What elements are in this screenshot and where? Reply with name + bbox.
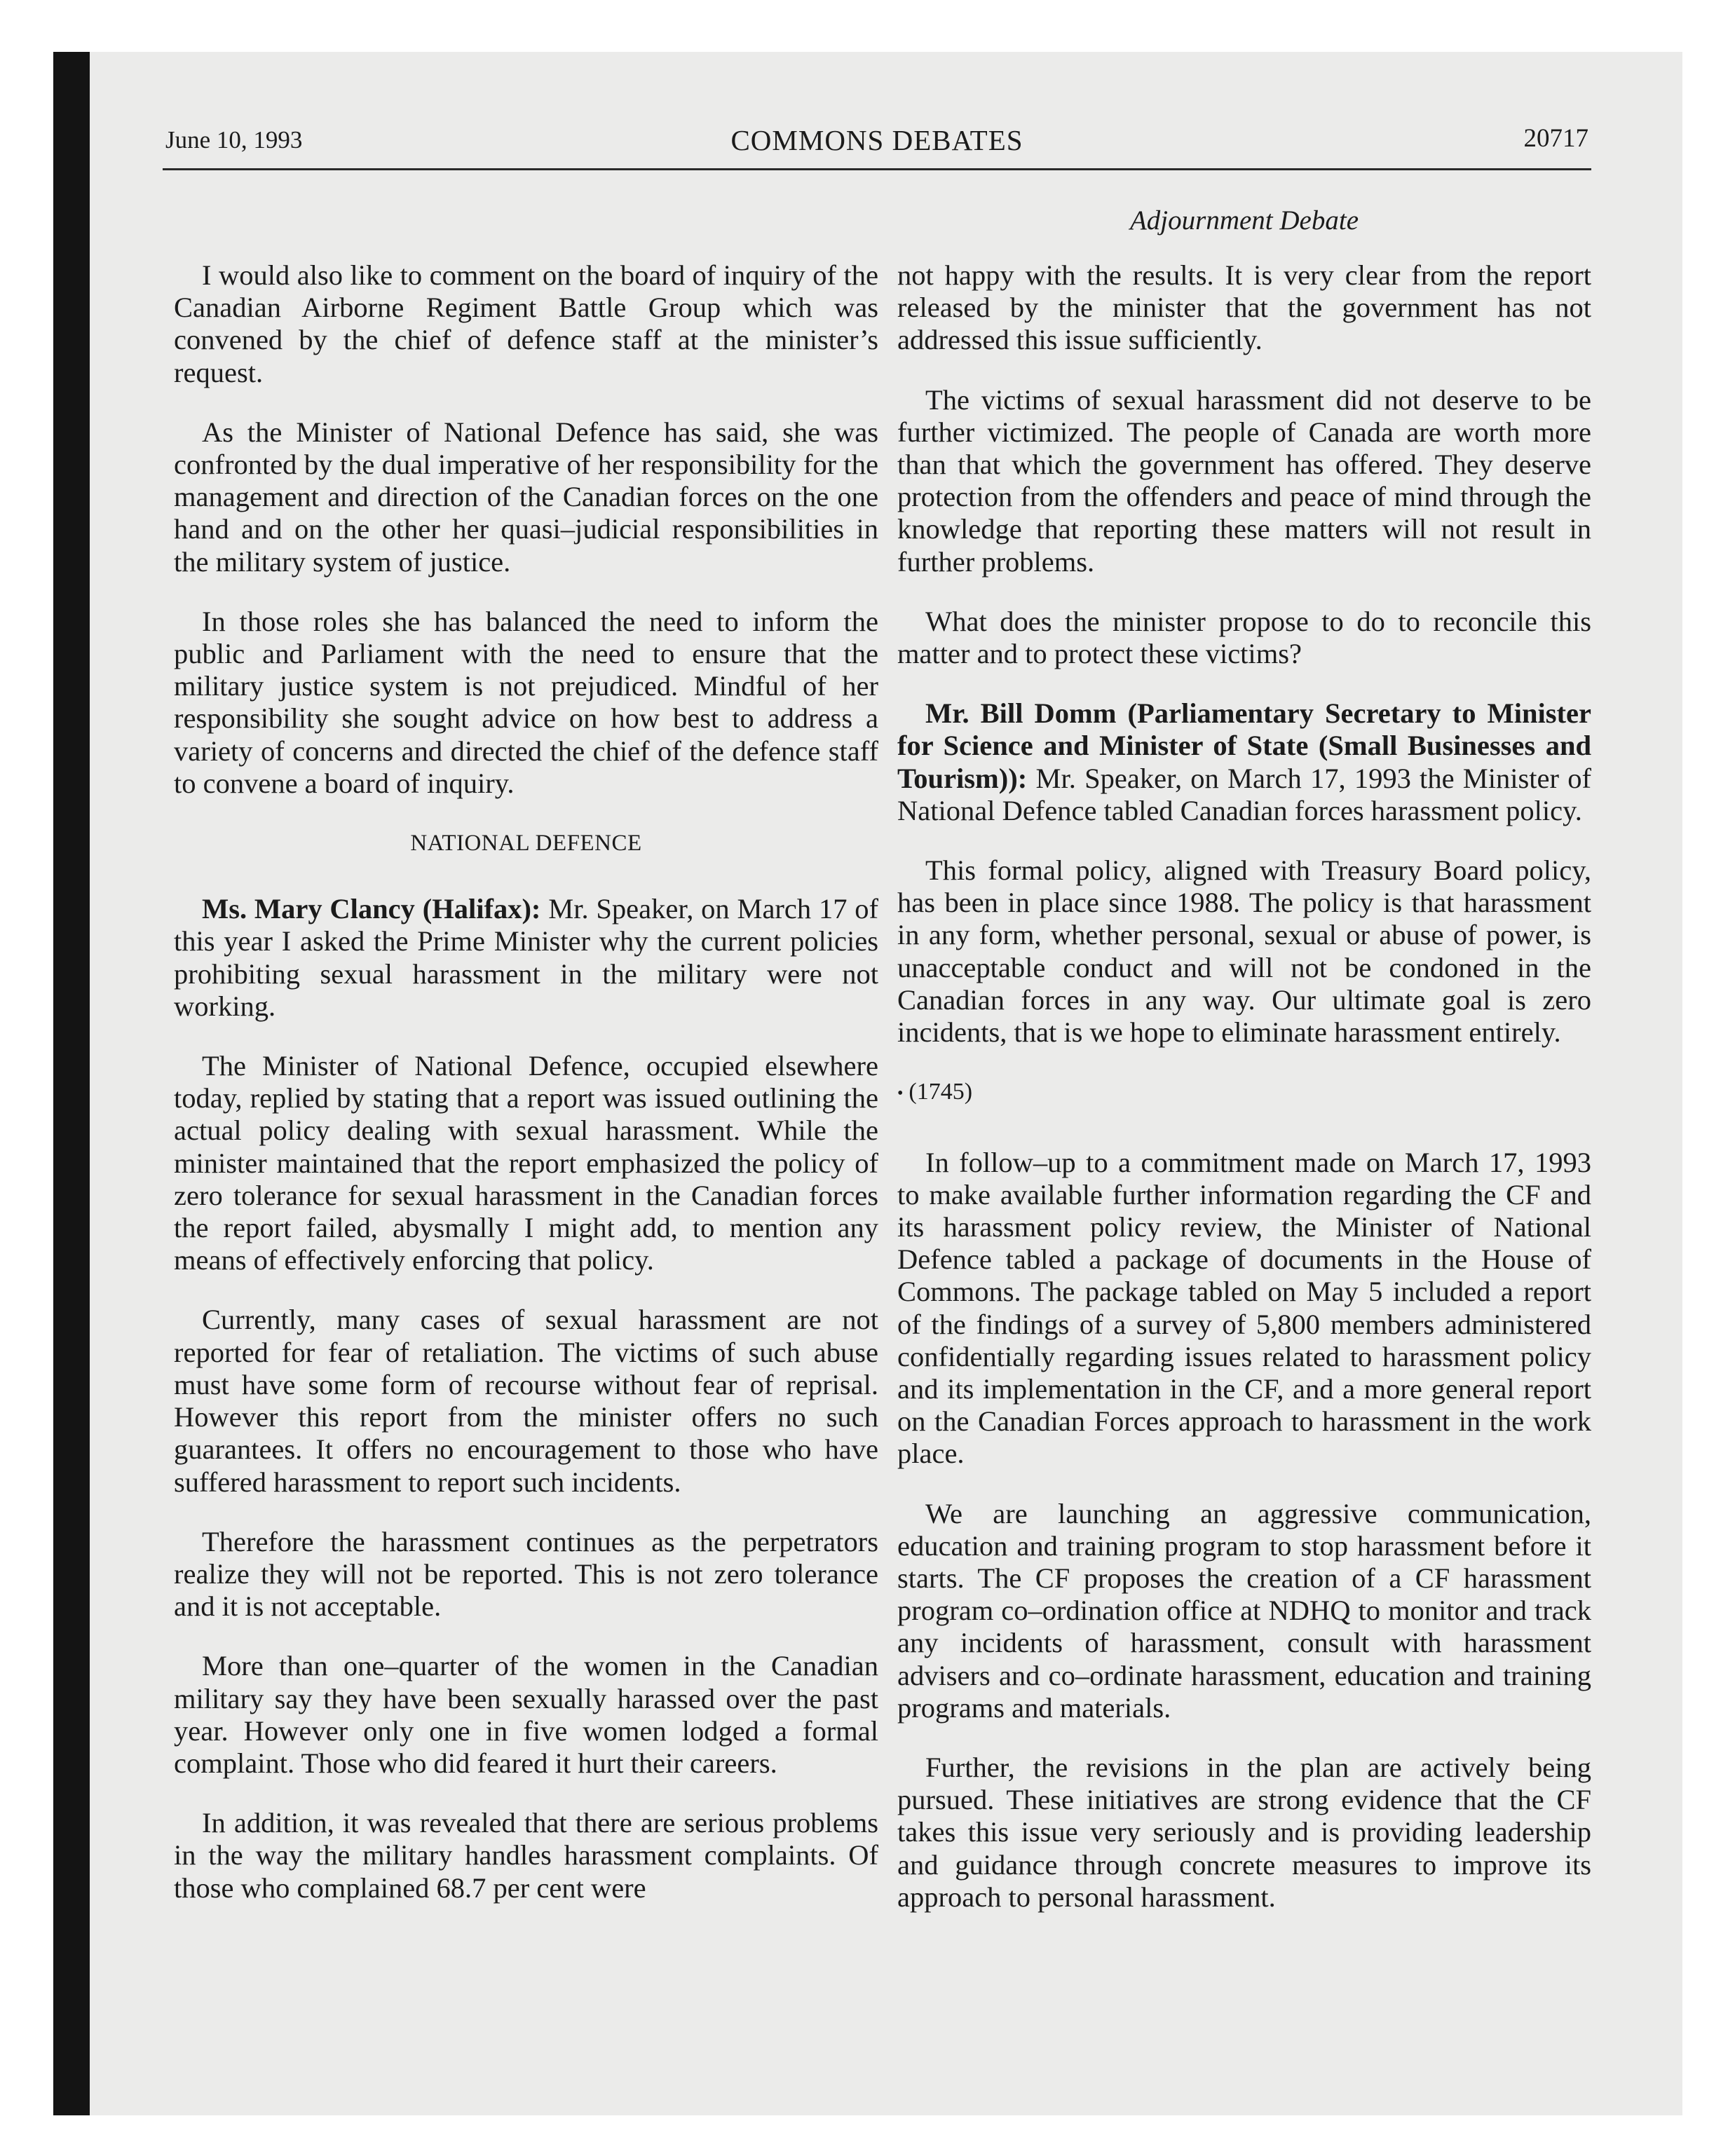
paragraph: I would also like to comment on the board of inquiry of the Canadian Airborne Regiment Battle Group which was convened by the chief of defence staff at the minister’s request. xyxy=(174,259,878,388)
speech-text: Mr. Speaker, on March 17, 1993 the Minister of National Defence tabled Canadian forces harassment policy. xyxy=(897,762,1591,826)
speaker-name: Ms. Mary Clancy (Halifax): xyxy=(202,893,541,925)
paragraph: In addition, it was revealed that there are serious problems in the way the military handles harassment complaints. Of those who complained 68.7 per cent were xyxy=(174,1807,878,1904)
time-marker xyxy=(897,1076,1591,1110)
paragraph: As the Minister of National Defence has said, she was confronted by the dual imperative of her responsibility for the management and direction of the Canadian forces on the one hand and on the other her quasi–judicial responsibilities in the military system of justice. xyxy=(174,416,878,578)
paragraph: More than one–quarter of the women in the Canadian military say they have been sexually harassed over the past year. However only one in five women lodged a formal complaint. Those who did feared it hurt their careers. xyxy=(174,1650,878,1779)
running-head: Adjournment Debate xyxy=(1129,205,1359,236)
left-column xyxy=(174,259,878,1932)
paragraph: We are launching an aggressive communication, education and training program to stop harassment before it starts. The CF proposes the creation of a CF harassment program co–ordination office at NDHQ to monitor and track any incidents of harassment, consult with harassment advisers and co–ordinate harassment, education and training programs and materials. xyxy=(897,1497,1591,1724)
speech-text: Mr. Speaker, on March 17 of this year I asked the Prime Minister why the current policies prohibiting sexual harassment in the military were not working. xyxy=(174,893,878,1022)
paragraph: This formal policy, aligned with Treasury Board policy, has been in place since 1988. The policy is that harassment in any form, whether personal, sexual or abuse of power, is unacceptable conduct and will not be condoned in the Canadian forces in any way. Our ultimate goal is zero incidents, that is we hope to eliminate harassment entirely. xyxy=(897,854,1591,1049)
speaker-paragraph xyxy=(897,697,1591,827)
paragraph: Therefore the harassment continues as the perpetrators realize they will not be reported. This is not zero tolerance and it is not acceptable. xyxy=(174,1525,878,1623)
bullet-icon: • xyxy=(897,1084,904,1103)
paragraph: Further, the revisions in the plan are actively being pursued. These initiatives are strong evidence that the CF takes this issue very seriously and is providing leadership and guidance through concrete measures to improve its approach to personal harassment. xyxy=(897,1752,1591,1913)
paragraph: In follow–up to a commitment made on March 17, 1993 to make available further information regarding the CF and its harassment policy review, the Minister of National Defence tabled a package of documents in the House of Commons. The package tabled on May 5 included a report of the findings of a survey of 5,800 members administered confidentially regarding issues related to harassment policy and its implementation in the CF, and a more general report on the Canadian Forces approach to harassment in the work place. xyxy=(897,1146,1591,1470)
page-header xyxy=(165,126,1588,171)
section-heading: NATIONAL DEFENCE xyxy=(410,831,642,857)
right-column xyxy=(897,259,1591,1941)
header-title: COMMONS DEBATES xyxy=(730,124,1023,156)
speaker-paragraph xyxy=(174,893,878,1023)
scan-edge-bar xyxy=(53,52,90,2115)
paragraph: What does the minister propose to do to reconcile this matter and to protect these victims? xyxy=(897,605,1591,670)
paragraph-continued: not happy with the results. It is very clear from the report released by the minister that the government has not addressed this issue sufficiently. xyxy=(897,259,1591,356)
header-page-number: 20717 xyxy=(1523,124,1588,153)
header-rule xyxy=(163,168,1591,170)
speaker-name: Mr. Bill Domm (Parliamentary Secretary to Minister for Science and Minister of State (Small Businesses and Tourism)): xyxy=(897,697,1591,794)
paragraph: Currently, many cases of sexual harassment are not reported for fear of retaliation. The victims of such abuse must have some form of recourse without fear of reprisal. However this report from the minister offers no such guarantees. It offers no encouragement to those who have suffered harassment to report such incidents. xyxy=(174,1304,878,1498)
header-date: June 10, 1993 xyxy=(165,126,303,153)
paragraph: The Minister of National Defence, occupied elsewhere today, replied by stating that a report was issued outlining the actual policy dealing with sexual harassment. While the minister maintained that the report emphasized the policy of zero tolerance for sexual harassment in the Canadian forces the report failed, abysmally I might add, to mention any means of effectively enforcing that policy. xyxy=(174,1050,878,1276)
time-marker-text: (1745) xyxy=(909,1079,973,1105)
paragraph: The victims of sexual harassment did not deserve to be further victimized. The people of Canada are worth more than that which the government has offered. They deserve protection from the offenders and peace of mind through the knowledge that reporting these matters will not result in further problems. xyxy=(897,383,1591,578)
paragraph: In those roles she has balanced the need to inform the public and Parliament with the need to ensure that the military justice system is not prejudiced. Mindful of her responsibility she sought advice on how best to address a variety of concerns and directed the chief of the defence staff to convene a board of inquiry. xyxy=(174,605,878,799)
